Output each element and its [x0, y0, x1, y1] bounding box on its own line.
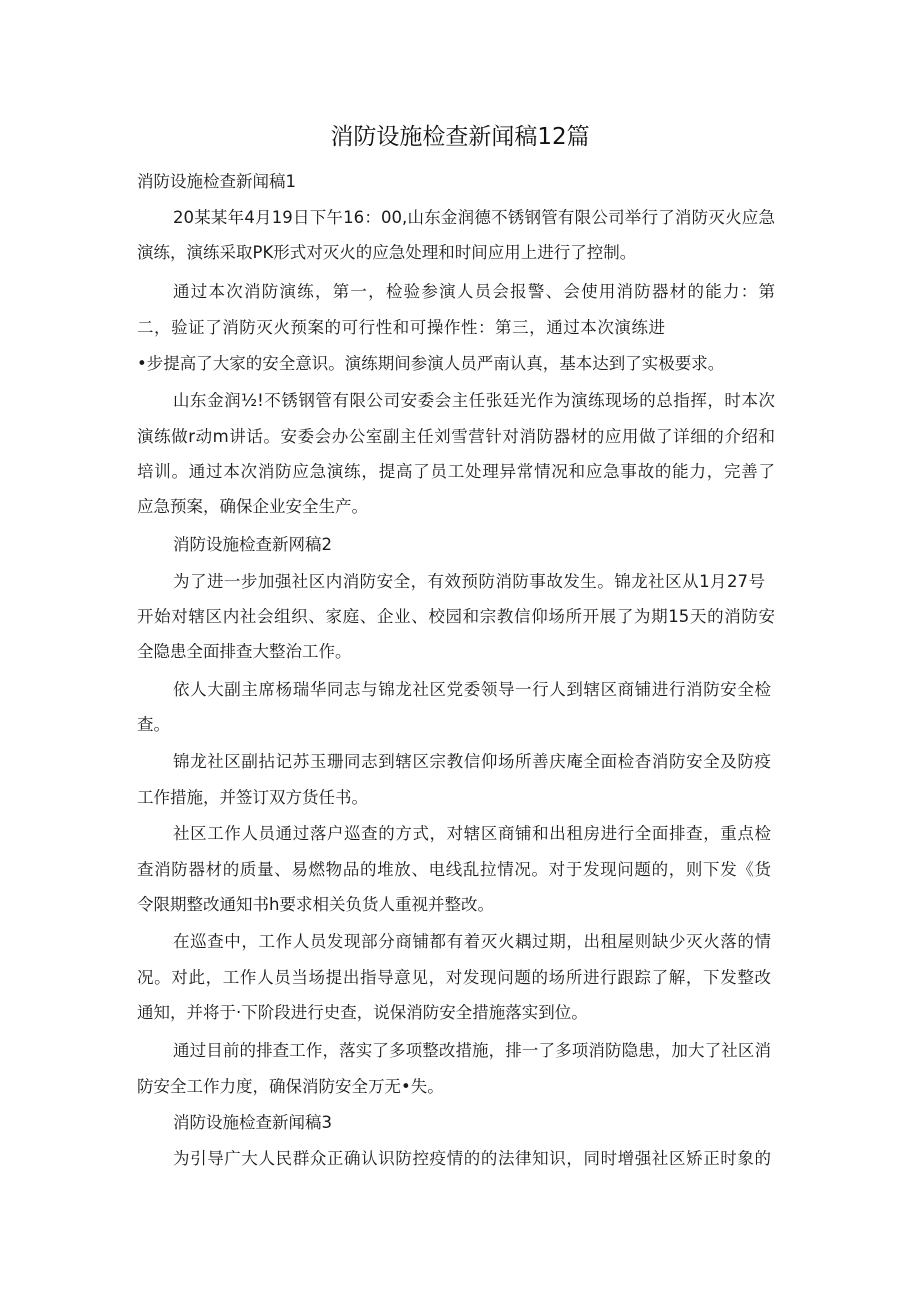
- paragraph-line: 为了进一步加强社区内消防安全，有效预防消防事故发生。锦龙社区从1月27号: [173, 572, 765, 591]
- paragraph-line: 20某某年4月19日下午16：00,山东金润德不锈钢管有限公司举行了消防灭火应急: [173, 208, 775, 227]
- paragraph-line: 通过目前的排查工作，落实了多项整改措施，排一了多项消防隐患，加大了社区消: [173, 1041, 771, 1060]
- paragraph-line: 依人大副主席杨瑞华同志与锦龙社区党委领导一行人到辖区商铺进行消防安全检: [173, 680, 771, 699]
- paragraph-line: 工作措施，并签订双方货任书。: [137, 788, 368, 807]
- paragraph-line: 演练，演练采取PK形式对灭火的应急处理和时间应用上进行了控制。: [137, 243, 637, 262]
- paragraph-line: 为引导广大人民群众正确认识防控疫情的的法律知识，同时增强社区矫正时象的: [173, 1149, 771, 1168]
- paragraph-line: 通过本次消防演练，第一，检验参演人员会报警、会使用消防器材的能力：第: [173, 282, 775, 301]
- paragraph-line: 演练做r动m讲话。安委会办公室副主任刘雪营针对消防器材的应用做了详细的介绍和: [137, 427, 775, 446]
- section-heading-1: 消防设施检查新闻稿1: [137, 172, 296, 191]
- paragraph-line: 应急预案，确保企业安全生产。: [137, 497, 368, 516]
- section-heading-3: 消防设施检查新闻稿3: [173, 1113, 332, 1132]
- paragraph-line: 况。对此，工作人员当场提出指导意见，对发现问题的场所进行跟踪了解，下发整改: [137, 968, 771, 987]
- paragraph-line: 山东金润½!不锈钢管有限公司安委会主任张廷光作为演练现场的总指挥，时本次: [173, 391, 775, 410]
- paragraph-line: 防安全工作力度，确保消防安全万无•失。: [137, 1077, 444, 1096]
- paragraph-line: 开始对辖区内社会组织、家庭、企业、校园和宗教信仰场所开展了为期15天的消防安: [137, 607, 775, 626]
- document-title: 消防设施检查新闻稿12篇: [330, 124, 590, 150]
- paragraph-line: 令限期整改通知书h要求相关负货人重视并整改。: [137, 895, 494, 914]
- paragraph-line: 培训。通过本次消防应急演练，提高了员工处理异常情况和应急事故的能力，完善了: [137, 462, 775, 481]
- paragraph-line: 查。: [137, 715, 170, 734]
- paragraph-line: 在巡查中，工作人员发现部分商铺都有着灭火耦过期，出租屋则缺少灭火落的情: [173, 932, 771, 951]
- section-heading-2: 消防设施检查新网稿2: [173, 535, 332, 554]
- paragraph-line: 通知，并将于·下阶段进行史查，说保消防安全措施落实到位。: [137, 1003, 588, 1022]
- paragraph-line: 查消防器材的质量、易燃物品的堆放、电线乱拉情况。对于发现问题的，则下发《货: [137, 860, 771, 879]
- paragraph-line: 社区工作人员通过落户巡查的方式，对辖区商铺和出租房进行全面排查，重点检: [173, 824, 771, 843]
- paragraph-line: 锦龙社区副拈记苏玉珊同志到辖区宗教信仰场所善庆庵全面检杳消防安全及防疫: [173, 752, 771, 771]
- paragraph-line: 二，验证了消防灭火预案的可行性和可操作性：第三，通过本次演练进: [137, 318, 665, 337]
- paragraph-line: 全隐患全面排查大整治工作。: [137, 642, 352, 661]
- paragraph-line: •步提高了大家的安全意识。演练期间参演人员严南认真，基本达到了实极要求。: [137, 354, 725, 373]
